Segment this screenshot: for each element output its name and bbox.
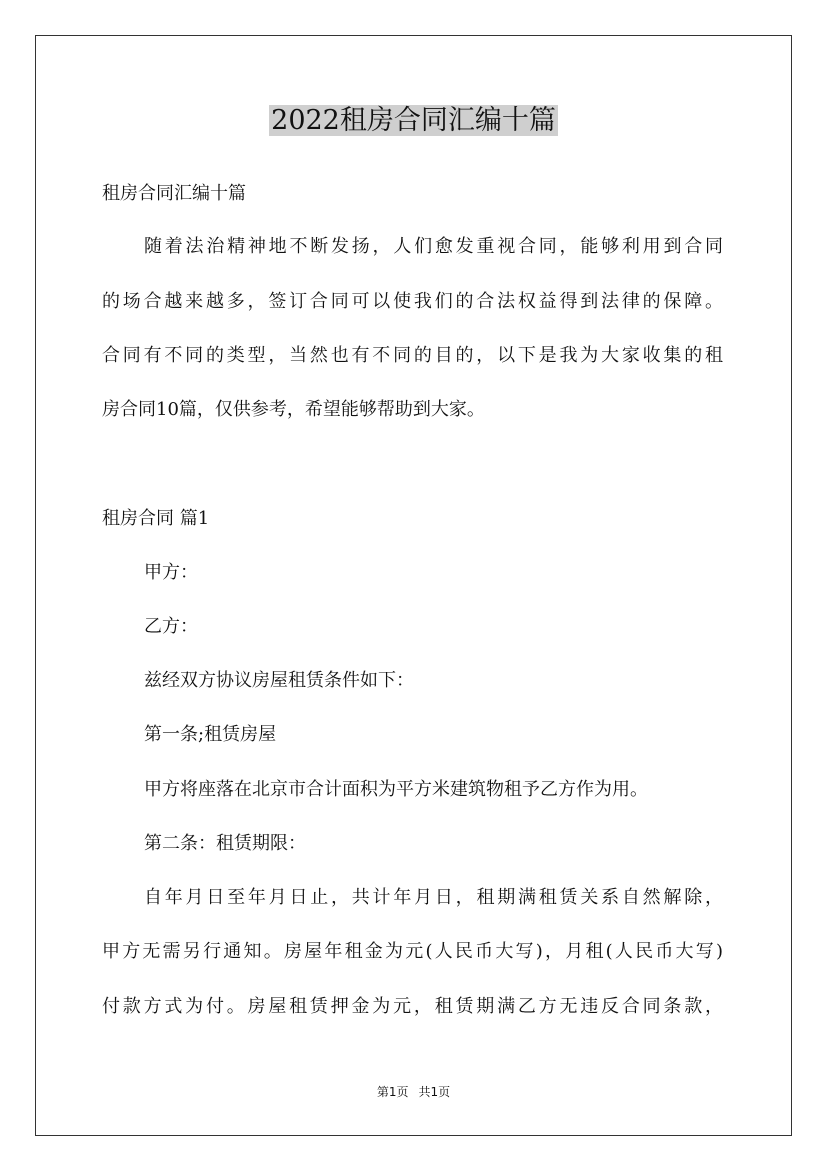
page-footer (0, 1082, 827, 1102)
intro-line-1: 随着法治精神地不断发扬，人们愈发重视合同，能够利用到合同 (144, 236, 723, 257)
document-subtitle: 租房合同汇编十篇 (102, 183, 246, 204)
agreement-line: 兹经双方协议房屋租赁条件如下： (144, 670, 414, 691)
article-2-title: 第二条：租赁期限： (144, 833, 306, 854)
party-a-label: 甲方： (144, 562, 198, 583)
article-2-body-line-1: 自年月日至年月日止，共计年月日，租期满租赁关系自然解除， (144, 887, 723, 908)
page-current: 第1页 (376, 1085, 409, 1099)
intro-line-2: 的场合越来越多，签订合同可以使我们的合法权益得到法律的保障。 (102, 291, 723, 312)
party-b-label: 乙方： (144, 616, 198, 637)
document-title-text: 2022租房合同汇编十篇 (271, 105, 556, 136)
article-1-body: 甲方将座落在北京市合计面积为平方米建筑物租予乙方作为用。 (144, 779, 648, 800)
article-2-body-line-2: 甲方无需另行通知。房屋年租金为元(人民币大写)，月租(人民币大写) (102, 941, 723, 962)
intro-line-3: 合同有不同的类型，当然也有不同的目的，以下是我为大家收集的租 (102, 345, 723, 366)
article-2-body-line-3: 付款方式为付。房屋租赁押金为元，租赁期满乙方无违反合同条款， (102, 996, 723, 1017)
intro-line-4: 房合同10篇，仅供参考，希望能够帮助到大家。 (102, 399, 485, 420)
page-total: 共1页 (418, 1085, 451, 1099)
article-1-title: 第一条;租赁房屋 (144, 724, 277, 745)
section-heading: 租房合同 篇1 (102, 508, 210, 529)
document-title (0, 100, 827, 142)
